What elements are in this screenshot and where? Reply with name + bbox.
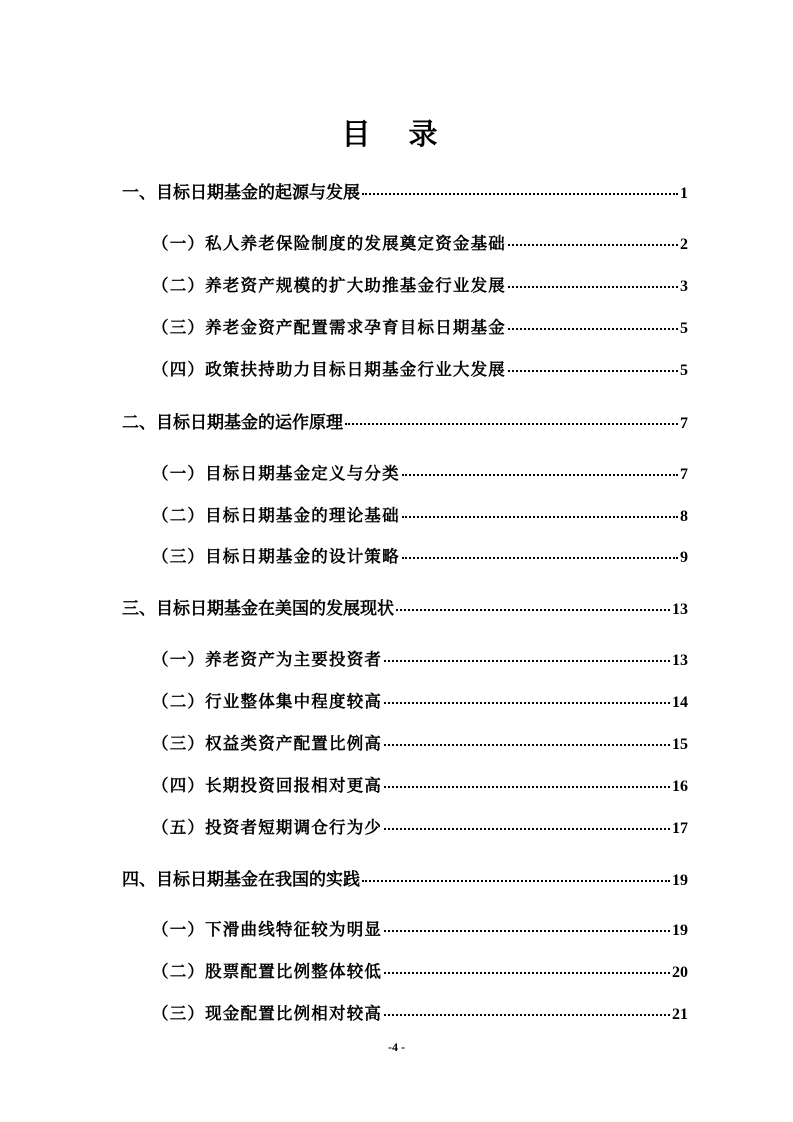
toc-section[interactable] <box>152 730 688 754</box>
toc-section[interactable] <box>152 314 688 338</box>
toc-chapter-2[interactable] <box>122 408 688 433</box>
toc-label: （二）行业整体集中程度较高 <box>152 692 383 711</box>
toc-page-number: 15 <box>672 736 688 753</box>
toc-label: （五）投资者短期调仓行为少 <box>152 818 383 837</box>
dot-leader <box>384 930 670 932</box>
toc-label: 三、目标日期基金在美国的发展现状 <box>122 599 394 619</box>
dot-leader <box>402 557 678 559</box>
dot-leader <box>384 972 670 974</box>
dot-leader <box>508 328 678 330</box>
toc-section[interactable] <box>152 772 688 796</box>
toc-chapter-3[interactable] <box>122 594 688 619</box>
toc-chapter-1[interactable] <box>122 178 688 203</box>
toc-label: （二）目标日期基金的理论基础 <box>152 506 400 525</box>
dot-leader <box>508 244 678 246</box>
toc-section[interactable] <box>152 502 688 526</box>
dot-leader <box>402 474 678 476</box>
toc-page-number: 2 <box>680 236 688 253</box>
toc-page-number: 16 <box>672 778 688 795</box>
toc-section[interactable] <box>152 958 688 982</box>
dot-leader <box>396 609 670 611</box>
toc-page-number: 5 <box>680 362 688 379</box>
toc-section[interactable] <box>152 814 688 838</box>
toc-page-number: 3 <box>680 278 688 295</box>
toc-label: 四、目标日期基金在我国的实践 <box>122 870 360 890</box>
toc-chapter-4[interactable] <box>122 865 688 890</box>
toc-label: 二、目标日期基金的运作原理 <box>122 413 343 433</box>
toc-page-number: 9 <box>680 549 688 566</box>
toc-label: （四）长期投资回报相对更高 <box>152 776 383 795</box>
toc-label: 一、目标日期基金的起源与发展 <box>122 183 360 203</box>
toc-label: （一）私人养老保险制度的发展奠定资金基础 <box>152 234 506 253</box>
toc-page-number: 13 <box>672 652 688 669</box>
toc-page-number: 8 <box>680 508 688 525</box>
toc-page-number: 20 <box>672 964 688 981</box>
toc-label: （三）养老金资产配置需求孕育目标日期基金 <box>152 318 506 337</box>
toc-section[interactable] <box>152 230 688 254</box>
toc-section[interactable] <box>152 916 688 940</box>
toc-page-number: 19 <box>672 872 688 889</box>
dot-leader <box>384 1014 670 1016</box>
dot-leader <box>362 880 670 882</box>
dot-leader <box>345 423 678 425</box>
toc-page-number: 1 <box>680 185 688 202</box>
toc-page-number: 5 <box>680 320 688 337</box>
toc-label: （一）养老资产为主要投资者 <box>152 650 383 669</box>
dot-leader <box>508 370 678 372</box>
toc-label: （一）下滑曲线特征较为明显 <box>152 920 383 939</box>
toc-page-number: 17 <box>672 820 688 837</box>
toc-section[interactable] <box>152 1000 688 1024</box>
toc-label: （三）目标日期基金的设计策略 <box>152 547 400 566</box>
toc-section[interactable] <box>152 460 688 484</box>
dot-leader <box>362 193 678 195</box>
toc-page-number: 7 <box>680 415 688 432</box>
page-number-footer: -4 - <box>388 1040 405 1054</box>
toc-section[interactable] <box>152 543 688 567</box>
toc-section[interactable] <box>152 646 688 670</box>
toc-label: （四）政策扶持助力目标日期基金行业大发展 <box>152 360 506 379</box>
toc-page-number: 21 <box>672 1006 688 1023</box>
toc-section[interactable] <box>152 688 688 712</box>
dot-leader <box>384 660 670 662</box>
toc-label: （二）股票配置比例整体较低 <box>152 962 383 981</box>
toc-label: （三）现金配置比例相对较高 <box>152 1004 383 1023</box>
toc-label: （三）权益类资产配置比例高 <box>152 734 383 753</box>
toc-page-number: 7 <box>680 466 688 483</box>
toc-label: （二）养老资产规模的扩大助推基金行业发展 <box>152 276 506 295</box>
toc-section[interactable] <box>152 272 688 296</box>
page-title: 目 录 <box>341 117 452 151</box>
dot-leader <box>384 828 670 830</box>
dot-leader <box>384 702 670 704</box>
toc-page-number: 14 <box>672 694 688 711</box>
dot-leader <box>384 744 670 746</box>
dot-leader <box>402 516 678 518</box>
toc-section[interactable] <box>152 356 688 380</box>
toc-page-number: 19 <box>672 922 688 939</box>
toc-page-number: 13 <box>672 601 688 618</box>
dot-leader <box>384 786 670 788</box>
toc-label: （一）目标日期基金定义与分类 <box>152 464 400 483</box>
dot-leader <box>508 286 678 288</box>
